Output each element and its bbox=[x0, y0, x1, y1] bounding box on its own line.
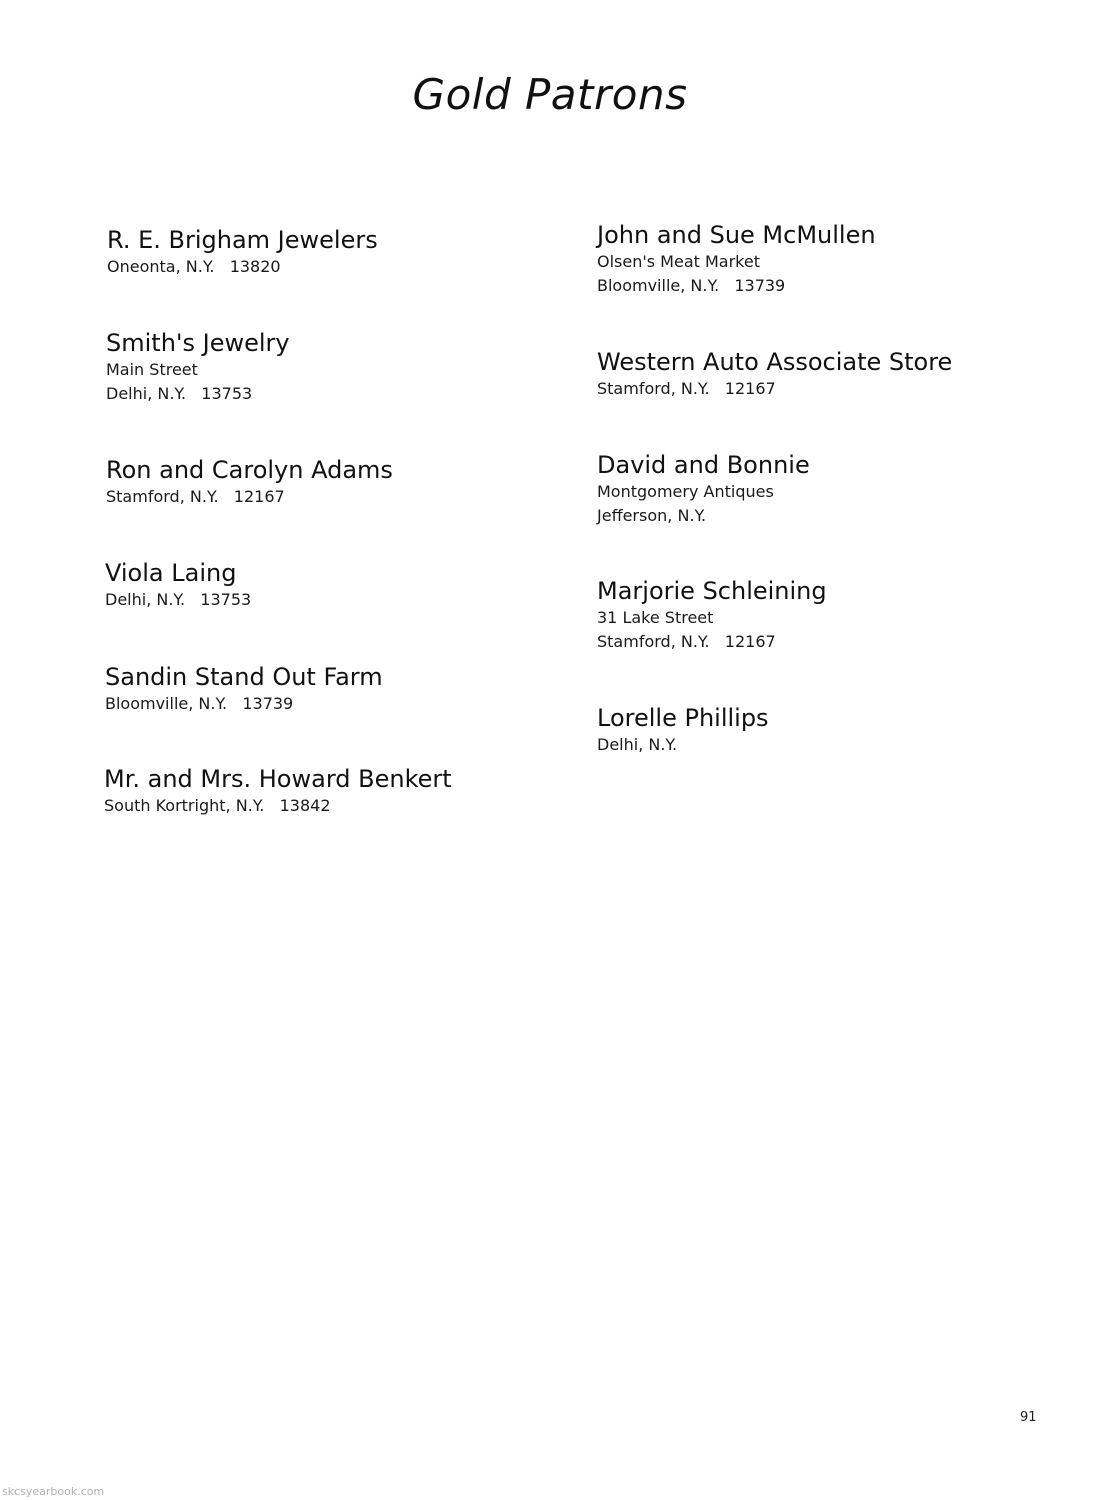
patron-address-line: Delhi, N.Y. 13753 bbox=[105, 590, 252, 609]
patron-name: Marjorie Schleining bbox=[597, 577, 827, 605]
patron-address-line: Main Street bbox=[106, 360, 198, 379]
patron-entry bbox=[106, 328, 290, 406]
patron-address-line: Olsen's Meat Market bbox=[597, 252, 760, 271]
page-number: 91 bbox=[1020, 1410, 1037, 1425]
patron-address-line: South Kortright, N.Y. 13842 bbox=[104, 796, 331, 815]
watermark-text: skcsyearbook.com bbox=[2, 1485, 105, 1498]
patron-entry bbox=[597, 220, 876, 298]
patron-address-line: Stamford, N.Y. 12167 bbox=[106, 487, 285, 506]
patron-address-line: Delhi, N.Y. bbox=[597, 735, 678, 754]
patron-address-line: Bloomville, N.Y. 13739 bbox=[105, 694, 294, 713]
patron-entry bbox=[107, 225, 378, 279]
patron-entry bbox=[105, 662, 383, 716]
patron-entry bbox=[597, 703, 769, 757]
patron-address-line: Stamford, N.Y. 12167 bbox=[597, 379, 776, 398]
patron-name: Sandin Stand Out Farm bbox=[105, 663, 383, 691]
patron-name: R. E. Brigham Jewelers bbox=[107, 226, 378, 254]
patron-entry bbox=[106, 455, 393, 509]
patron-name: Ron and Carolyn Adams bbox=[106, 456, 393, 484]
patron-entry bbox=[597, 450, 810, 528]
patron-address-line: Montgomery Antiques bbox=[597, 482, 774, 501]
patron-address-line: Oneonta, N.Y. 13820 bbox=[107, 257, 281, 276]
patron-name: John and Sue McMullen bbox=[597, 221, 876, 249]
patron-address-line: Delhi, N.Y. 13753 bbox=[106, 384, 253, 403]
patron-name: David and Bonnie bbox=[597, 451, 810, 479]
patron-entry bbox=[597, 576, 827, 654]
patron-name: Viola Laing bbox=[105, 559, 237, 587]
patron-address-line: Stamford, N.Y. 12167 bbox=[597, 632, 776, 651]
patron-name: Lorelle Phillips bbox=[597, 704, 769, 732]
page-title: Gold Patrons bbox=[412, 70, 688, 119]
patron-address-line: Jefferson, N.Y. bbox=[597, 506, 707, 525]
patron-name: Mr. and Mrs. Howard Benkert bbox=[104, 765, 452, 793]
patron-name: Smith's Jewelry bbox=[106, 329, 290, 357]
patron-address-line: Bloomville, N.Y. 13739 bbox=[597, 276, 786, 295]
patron-entry bbox=[597, 347, 952, 401]
patron-address-line: 31 Lake Street bbox=[597, 608, 714, 627]
patron-entry bbox=[104, 764, 452, 818]
patron-name: Western Auto Associate Store bbox=[597, 348, 953, 376]
patron-entry bbox=[105, 558, 251, 612]
